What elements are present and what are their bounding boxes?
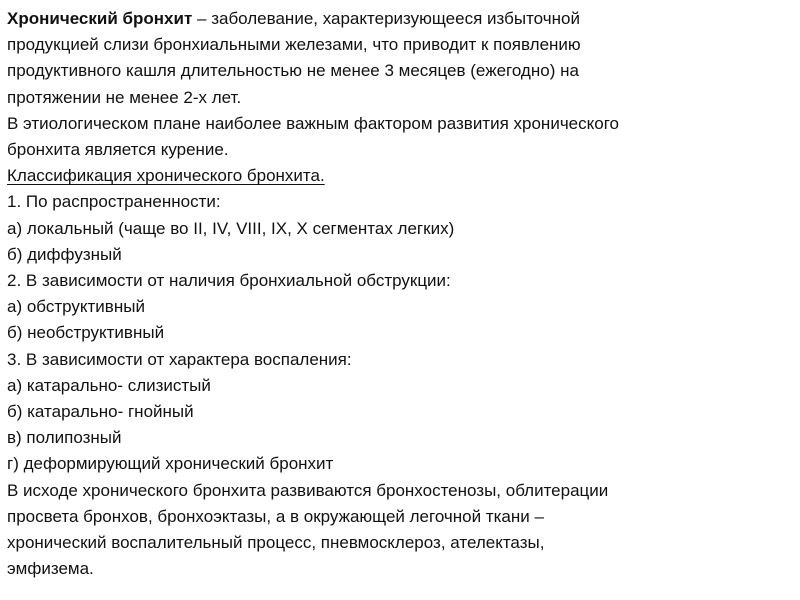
outcome-line-1: В исходе хронического бронхита развиваются бронхостенозы, облитерации <box>7 480 609 500</box>
inflammation-item-deforming: г) деформирующий хронический бронхит <box>7 454 334 474</box>
outcome-line-2: просвета бронхов, бронхоэктазы, а в окружающей легочной ткани – <box>7 506 544 526</box>
etiology-line-2: бронхита является курение. <box>7 140 229 160</box>
definition-text-start: – заболевание, характеризующееся избыточной <box>192 9 580 28</box>
obstruction-item-nonobstructive: б) необструктивный <box>7 323 165 343</box>
distribution-title: 1. По распространенности: <box>7 192 221 212</box>
distribution-item-local: а) локальный (чаще во II, IV, VIII, IX, X сегментах легких) <box>7 218 455 238</box>
definition-line-4: протяжении не менее 2-х лет. <box>7 87 242 107</box>
inflammation-item-catarrhal-purulent: б) катарально- гнойный <box>7 402 194 422</box>
outcome-line-4: эмфизема. <box>7 559 94 579</box>
definition-line-3: продуктивного кашля длительностью не менее 3 месяцев (ежегодно) на <box>7 61 579 81</box>
classification-heading-text: Классификация хронического бронхита. <box>7 166 325 186</box>
etiology-line-1: В этиологическом плане наиболее важным фактором развития хронического <box>7 113 619 133</box>
definition-line-1 <box>7 6 796 32</box>
outcome-line-3: хронический воспалительный процесс, пневмосклероз, ателектазы, <box>7 533 545 553</box>
distribution-item-diffuse: б) диффузный <box>7 244 122 264</box>
definition-line-2: продукцией слизи бронхиальными железами, что приводит к появлению <box>7 35 581 55</box>
inflammation-title: 3. В зависимости от характера воспаления: <box>7 349 352 369</box>
inflammation-item-polypous: в) полипозный <box>7 428 122 448</box>
classification-heading <box>7 163 796 189</box>
obstruction-item-obstructive: а) обструктивный <box>7 297 145 317</box>
inflammation-item-catarrhal-mucous: а) катарально- слизистый <box>7 375 211 395</box>
obstruction-title: 2. В зависимости от наличия бронхиальной обструкции: <box>7 271 451 291</box>
definition-term: Хронический бронхит <box>7 9 193 28</box>
